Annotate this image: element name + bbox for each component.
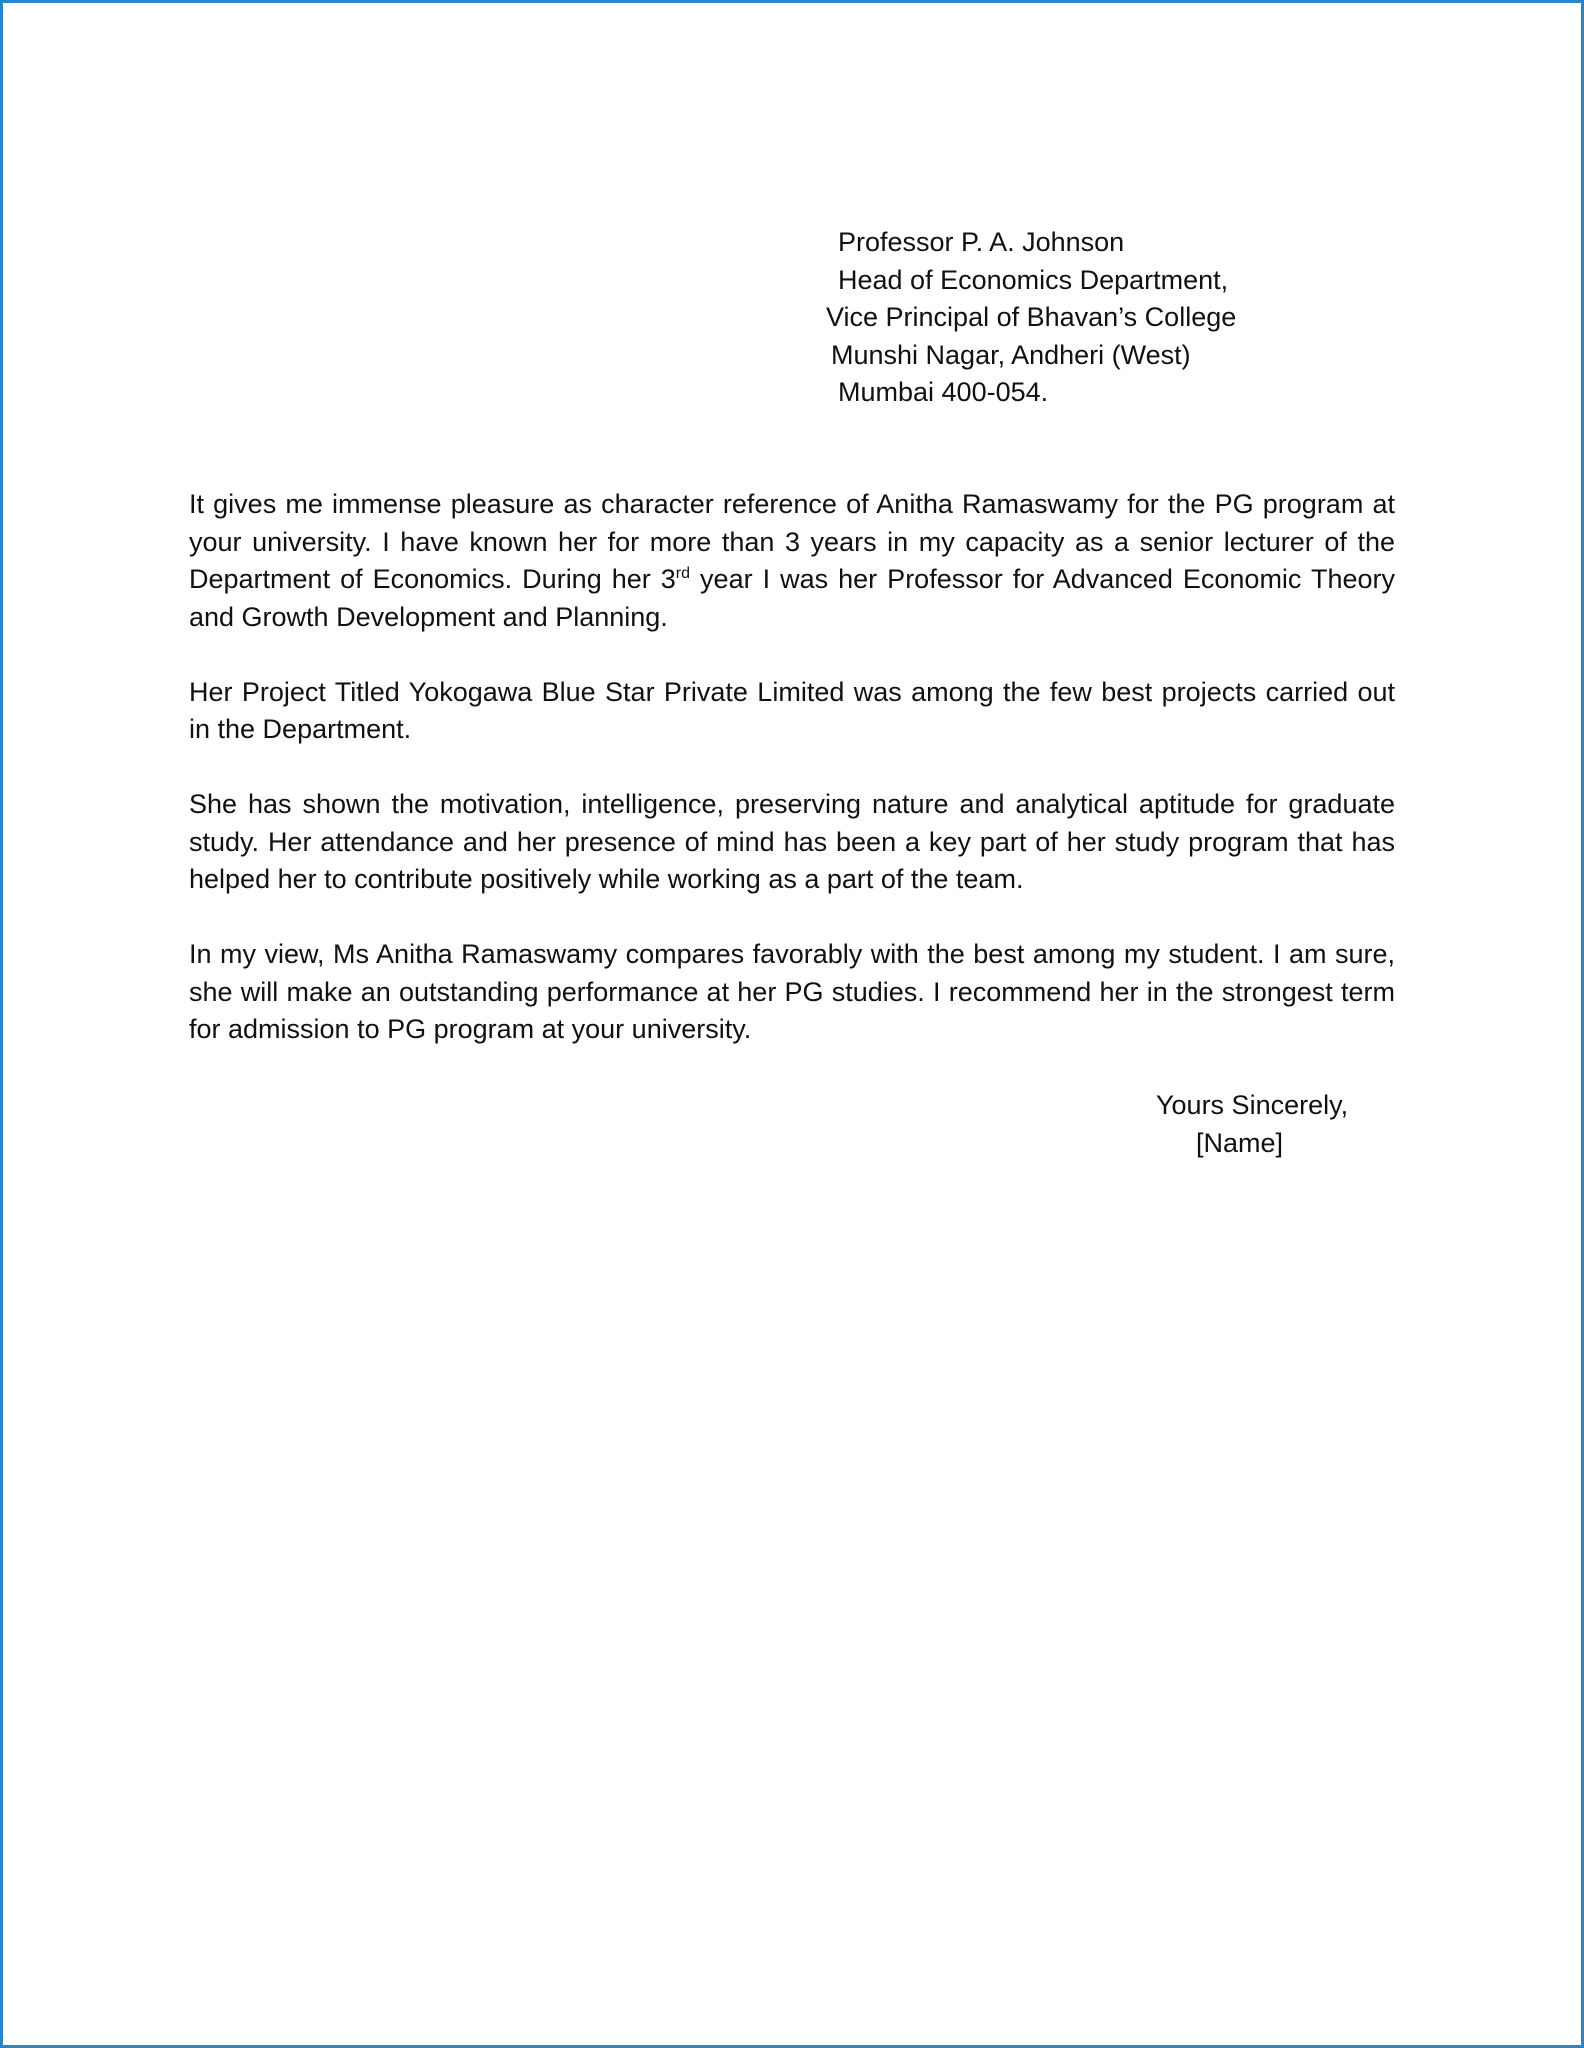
paragraph-introduction-text-end: year I was her Professor for Advanced Economic Theory and Growth Development and Planning.: [189, 564, 1395, 632]
paragraph-recommendation: In my view, Ms Anitha Ramaswamy compares favorably with the best among my student. I am sure, she will make an outstanding performance at her PG studies. I recommend her in the strongest term for admission to PG program at your university.: [189, 939, 1395, 1044]
sender-title: Head of Economics Department,: [838, 264, 1229, 295]
paragraph-introduction: [189, 486, 1395, 636]
signoff: [1156, 1087, 1456, 1162]
paragraph-project: Her Project Titled Yokogawa Blue Star Private Limited was among the few best projects carried out in the Department.: [189, 676, 1395, 744]
sender-address: [826, 224, 1386, 412]
closing: Yours Sincerely,: [1156, 1090, 1349, 1120]
sender-position: Vice Principal of Bhavan’s College: [826, 302, 1237, 332]
sender-city: Mumbai 400-054.: [838, 377, 1049, 407]
sender-name: Professor P. A. Johnson: [838, 227, 1125, 257]
sender-street: Munshi Nagar, Andheri (West): [831, 339, 1191, 370]
paragraph-qualities: She has shown the motivation, intelligence, preserving nature and analytical aptitude for graduate study. Her attendance and her presence of mind has been a key part of her study program that has helped her to contribute positively while working as a part of the team.: [189, 789, 1395, 894]
letter-body: [189, 486, 1395, 1086]
signer-name: [Name]: [1196, 1127, 1284, 1158]
ordinal-suffix: rd: [675, 565, 691, 582]
paragraph-introduction-text: It gives me immense pleasure as character reference of Anitha Ramaswamy for the PG program at your university. I have known her for more than 3 years in my capacity as a senior lecturer of the Department of Economics. During her 3: [189, 489, 1395, 594]
